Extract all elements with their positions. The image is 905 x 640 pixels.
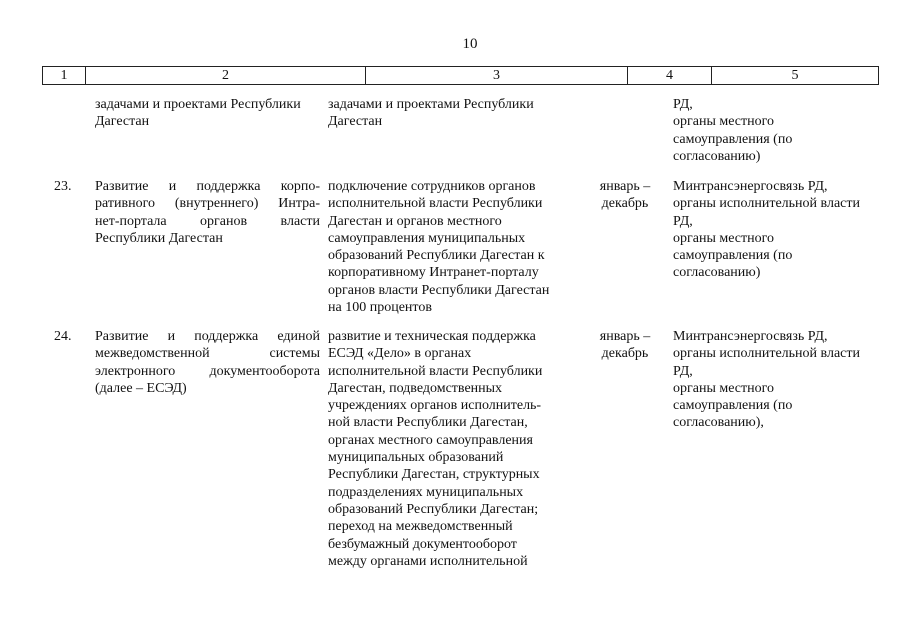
row-title: Развитие и поддержка корпо- ративного (внутреннего) Интра- нет-портала органов власти Республики Дагестан bbox=[95, 179, 320, 246]
row-responsible: Минтрансэнергосвязь РД, органы исполнительной власти РД, органы местного самоуправления (по согласованию), bbox=[673, 329, 860, 431]
row-responsible: Минтрансэнергосвязь РД, органы исполнительной власти РД, органы местного самоуправления (по согласованию) bbox=[673, 179, 860, 281]
row-number: 23. bbox=[54, 179, 72, 194]
row-period: январь – декабрь bbox=[599, 329, 651, 362]
continuation-col3: задачами и проектами Республики Дагестан bbox=[328, 97, 534, 130]
row-activity: подключение сотрудников органов исполнительной власти Республики Дагестан и органов местного самоуправления муниципальных образований Республики Дагестан к корпоративному Интранет-порталу органов власти Республики Дагестан на 100 процентов bbox=[328, 179, 550, 316]
header-col-1: 1 bbox=[43, 67, 86, 85]
continuation-col5: РД, органы местного самоуправления (по согласованию) bbox=[673, 97, 793, 164]
header-col-4: 4 bbox=[628, 67, 712, 85]
row-number: 24. bbox=[54, 329, 72, 344]
header-col-3: 3 bbox=[366, 67, 628, 85]
row-period: январь – декабрь bbox=[599, 179, 651, 212]
header-col-5: 5 bbox=[712, 67, 879, 85]
row-title: Развитие и поддержка единой межведомственной системы электронного документооборота (далее – ЕСЭД) bbox=[95, 329, 320, 396]
header-col-2: 2 bbox=[86, 67, 366, 85]
page-number: 10 bbox=[462, 36, 478, 52]
continuation-col2: задачами и проектами Республики Дагестан bbox=[95, 97, 301, 130]
table-header bbox=[42, 66, 879, 85]
row-activity: развитие и техническая поддержка ЕСЭД «Дело» в органах исполнительной власти Республики Дагестан, подведомственных учреждениях органов исполнитель- ной власти Республики Дагестан, органах местного самоуправления муниципальных образований Республики Дагестан, структурных подразделениях муниципальных образований Республики Дагестан; переход на межведомственный безбумажный документооборот между органами исполнительной bbox=[328, 329, 543, 569]
